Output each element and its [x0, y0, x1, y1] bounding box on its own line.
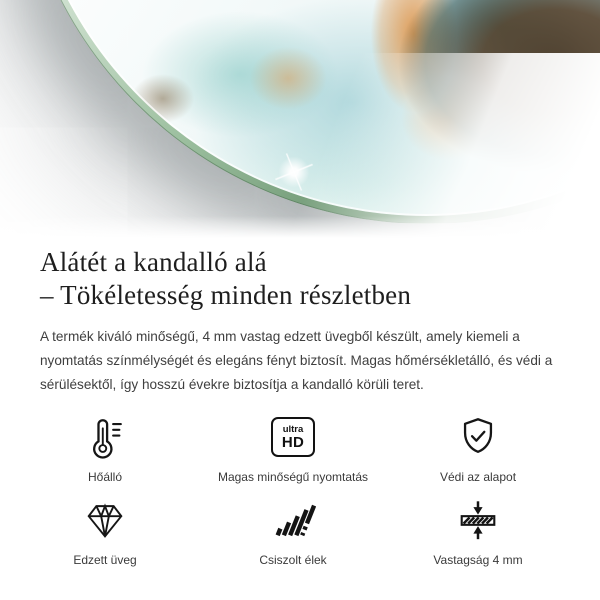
shield-check-icon [455, 413, 501, 461]
feature-ultra-hd-print [170, 411, 416, 484]
feature-polished-edges [170, 494, 416, 567]
feature-heat-resistant [40, 411, 170, 484]
photo-bottom-fade [0, 216, 600, 238]
feature-label: Vastagság 4 mm [433, 553, 523, 568]
feature-label: Védi az alapot [439, 470, 517, 485]
photo-fade [170, 53, 600, 238]
feature-label: Hőálló [87, 470, 123, 485]
thermometer-icon [82, 413, 128, 461]
feature-label: Magas minőségű nyomtatás [217, 470, 369, 485]
thickness-arrows-icon [455, 496, 501, 544]
feature-label: Edzett üveg [73, 553, 137, 568]
title-line-1: Alátét a kandalló alá [40, 247, 267, 277]
features-grid [40, 411, 560, 567]
feature-thickness [416, 494, 540, 567]
diamond-icon [82, 496, 128, 544]
title-line-2: – Tökéletesség minden részletben [40, 279, 412, 310]
product-photo [0, 0, 600, 238]
product-description: A termék kiváló minőségű, 4 mm vastag edzett üvegből készült, amely kiemeli a nyomtatás színmélységét és elegáns fényt biztosít. Magas hőmérsékletálló, és védi a sérülésektől, így hosszú évekre biztosítja a kandalló körüli teret. [40, 328, 553, 393]
ultra-hd-badge-top: ultra [282, 423, 304, 435]
page-title [40, 246, 560, 312]
feature-tempered-glass [40, 494, 170, 567]
feature-label: Csiszolt élek [259, 553, 327, 568]
polished-edge-icon [270, 496, 316, 544]
ultra-hd-badge-bottom: HD [281, 434, 305, 452]
content-section [0, 246, 600, 397]
feature-protects-base [416, 411, 540, 484]
ultra-hd-icon [271, 413, 315, 461]
